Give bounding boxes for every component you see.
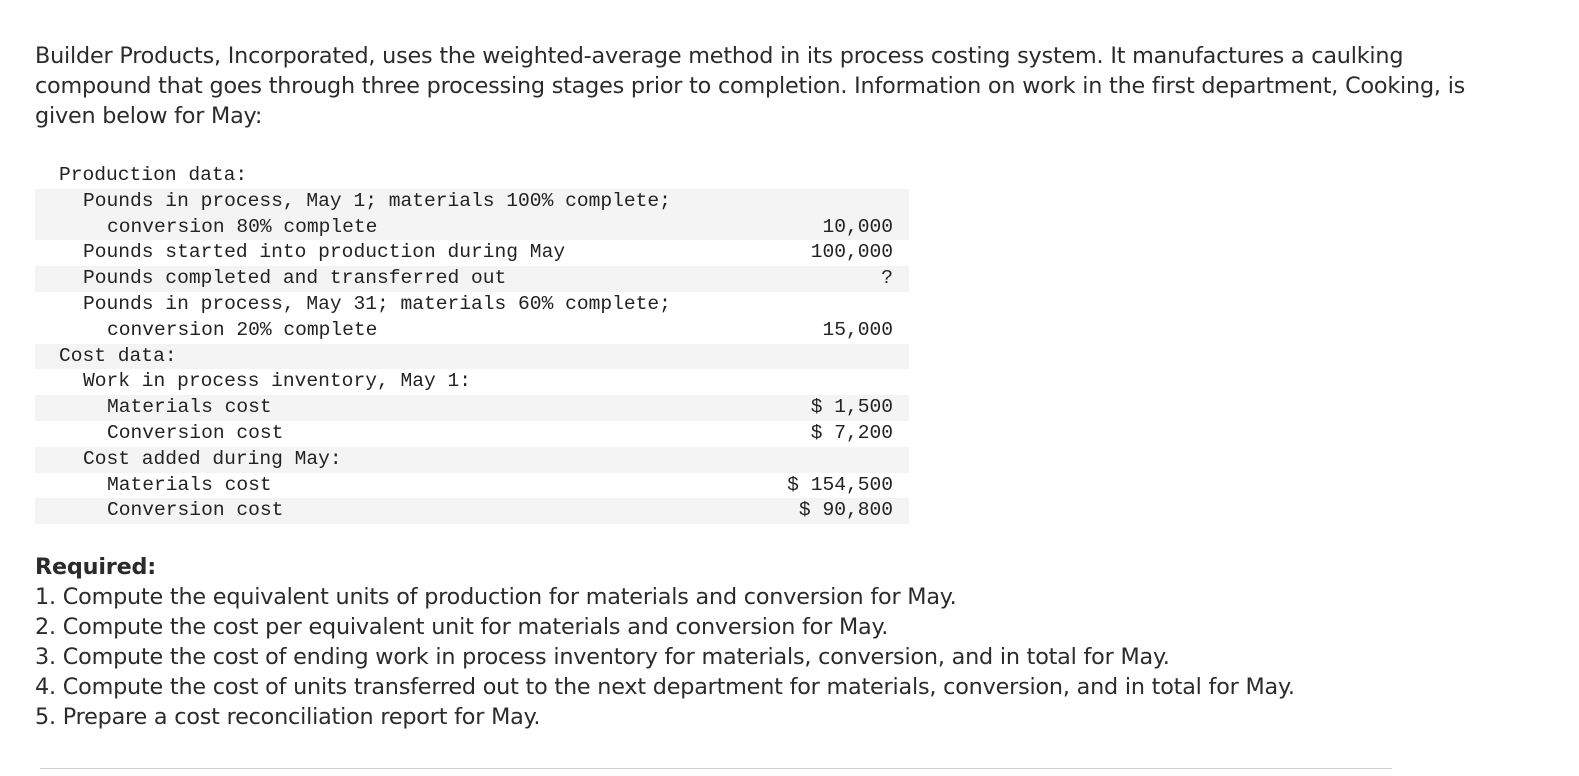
problem-intro: Builder Products, Incorporated, uses the weighted-average method in its process costing system. It manufactures a caulking compound that goes through three processing stages prior to completion. Information on work in the first department, Cooking, is given below for May: — [35, 43, 1466, 129]
list-item: 2. Compute the cost per equivalent unit for materials and conversion for May. — [35, 614, 889, 640]
table-row — [35, 318, 909, 344]
required-list — [35, 582, 1495, 732]
table-row — [35, 498, 909, 524]
list-item: 3. Compute the cost of ending work in process inventory for materials, conversion, and in total for May. — [35, 644, 1170, 670]
row-label: Work in process inventory, May 1: — [83, 370, 472, 393]
row-label: Pounds completed and transferred out — [83, 267, 507, 290]
row-value: $ 90,800 — [798, 499, 893, 522]
table-row — [35, 163, 909, 189]
table-row — [35, 447, 909, 473]
row-value: 15,000 — [822, 318, 893, 341]
data-table — [35, 163, 909, 524]
list-item: 1. Compute the equivalent units of production for materials and conversion for May. — [35, 584, 957, 610]
row-value: 100,000 — [810, 241, 893, 264]
table-row — [35, 240, 909, 266]
row-label: Pounds started into production during May — [83, 241, 566, 264]
divider — [40, 768, 1392, 769]
table-row — [35, 344, 909, 370]
row-value: $ 1,500 — [810, 396, 893, 419]
row-label: conversion 20% complete — [107, 318, 378, 341]
table-row — [35, 215, 909, 241]
row-label: Conversion cost — [107, 421, 284, 444]
section-heading-production: Production data: — [59, 164, 248, 186]
required-heading: Required: — [35, 554, 156, 580]
table-row — [35, 369, 909, 395]
table-row — [35, 421, 909, 447]
row-label: Cost added during May: — [83, 447, 342, 470]
table-row — [35, 189, 909, 215]
required-section — [35, 552, 1495, 732]
row-label: conversion 80% complete — [107, 215, 378, 238]
table-row — [35, 473, 909, 499]
row-label: Materials cost — [107, 396, 272, 419]
table-row — [35, 395, 909, 421]
row-label: Pounds in process, May 1; materials 100% complete; — [83, 189, 671, 212]
row-label: Materials cost — [107, 473, 272, 496]
list-item: 5. Prepare a cost reconciliation report for May. — [35, 704, 541, 730]
row-label: Conversion cost — [107, 499, 284, 522]
row-value: ? — [881, 267, 893, 290]
list-item: 4. Compute the cost of units transferred out to the next department for materials, conversion, and in total for May. — [35, 674, 1295, 700]
row-value: $ 7,200 — [810, 421, 893, 444]
table-row — [35, 266, 909, 292]
table-row — [35, 292, 909, 318]
row-label: Pounds in process, May 31; materials 60% complete; — [83, 292, 671, 315]
row-value: $ 154,500 — [787, 473, 893, 496]
row-value: 10,000 — [822, 215, 893, 238]
section-heading-cost: Cost data: — [59, 344, 177, 367]
